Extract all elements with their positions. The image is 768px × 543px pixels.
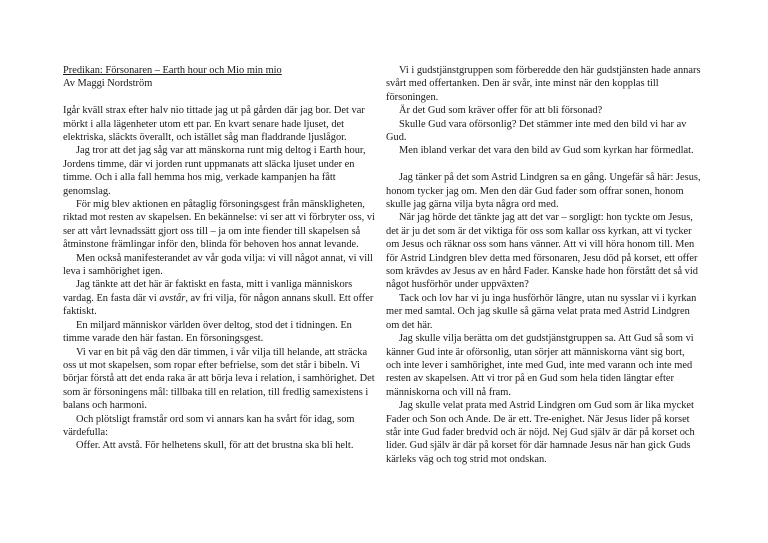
paragraph: Jag skulle vilja berätta om det gudstjänstgruppen sa. Att Gud så som vi känner Gud inte är oförsonlig, utan sörjer att människorna vänt sig bort, och inte lever i samhörighet, inte med Gud, inte med varann och inte med resten av skapelsen. Att vi tror på en Gud som hela tiden längtar efter människorna och vill nå fram. bbox=[386, 333, 694, 398]
paragraph: Skulle Gud vara oförsonlig? Det stämmer inte med den bild vi har av Gud. bbox=[386, 118, 687, 144]
paragraph: För mig blev aktionen en påtaglig försoningsgest från mänskligheten, riktad mot resten av skapelsen. En bekännelse: vi ser att vi förbryter oss, vi ser att vårt levnadssätt gjort oss till – ja om inte fiender till skapelsen så åtminstone främlingar inför den, blinda för behoven hos annat levande. bbox=[63, 199, 375, 251]
sermon-title: Predikan: Försonaren – Earth hour och Mio min mio bbox=[63, 65, 282, 76]
paragraph: Tack och lov har vi ju inga husförhör längre, utan nu sysslar vi i kyrkan mer med samtal. Och jag skulle så gärna velat prata med Astrid Lindgren om det här. bbox=[386, 292, 697, 331]
paragraph-text: Jag tänkte att det här är faktiskt en fasta, mitt i vanliga människors vardag. En fasta där vi bbox=[63, 279, 353, 304]
paragraph: Jag tror att det jag såg var att mänskorna runt mig deltog i Earth hour, Jordens timme, där vi jorden runt uppmanats att släcka ljuset under en timme. Och i alla fall hemma hos mig, verkade kampanjen ha fått genomslag. bbox=[63, 145, 366, 197]
author-line: Av Maggi Nordström bbox=[63, 78, 153, 90]
paragraph: En miljard människor världen över deltog, stod det i tidningen. En timme varade den här fastan. En försoningsgest. bbox=[63, 319, 352, 345]
paragraph: När jag hörde det tänkte jag att det var – sorgligt: hon tyckte om Jesus, det är ju det som är det viktiga för oss som kallar oss kyrkan, att vi tycker om Jesus och räknar oss som hans vänner. Att vi vill höra honom till. Men för Astrid Lindgren blev detta med försonaren, Jesu död på korset, ett offer som krävdes av Jesus av en hård Fader. Kanske hade hon förstått det så vid något husförhör under uppväxten? bbox=[386, 212, 698, 291]
paragraph: Men också manifesterandet av vår goda vilja: vi vill något annat, vi vill leva i samhörighet igen. bbox=[63, 252, 373, 278]
paragraph: Igår kväll strax efter halv nio tittade jag ut på gården där jag bor. Det var mörkt i alla lägenheter utom ett par. En kvart senare hade ljuset, det elektriska, släckts överallt, och istället såg man fladdrande ljuslågor. bbox=[63, 105, 365, 144]
emphasized-word: avstår bbox=[159, 292, 186, 304]
paragraph: Jag tänker på det som Astrid Lindgren sa en gång. Ungefär så här: Jesus, honom tycker jag om. Men den där Gud fader som offrar sonen, honom skulle jag gärna vilja byta några ord med. bbox=[386, 172, 701, 211]
right-column bbox=[386, 64, 702, 466]
paragraph-gap bbox=[63, 91, 379, 104]
paragraph: Vi var en bit på väg den där timmen, i vår vilja till helande, att sträcka oss ut mot skapelsen, som ropar efter befrielse, som det står i bibeln. Vi börjar förstå att det enda raka är att börja leva i relation, i samhörighet. Det som är försoningens mål: tillbaka till en relation, till fredlig samexistens i balans och harmoni. bbox=[63, 346, 375, 412]
paragraph bbox=[63, 278, 379, 318]
paragraph-gap bbox=[386, 158, 702, 171]
paragraph: Offer. Att avstå. För helhetens skull, för att det brustna ska bli helt. bbox=[76, 440, 354, 452]
paragraph: Är det Gud som kräver offer för att bli försonad? bbox=[399, 105, 603, 117]
paragraph: Vi i gudstjänstgruppen som förberedde den här gudstjänsten hade annars svårt med offertanken. Den är svår, inte minst när den kopplas till försoningen. bbox=[386, 65, 701, 103]
paragraph: Och plötsligt framstår ord som vi annars kan ha svårt för idag, som värdefulla: bbox=[63, 413, 355, 438]
paragraph: Men ibland verkar det vara den bild av Gud som kyrkan har förmedlat. bbox=[399, 145, 694, 157]
paragraph-text: , av fri vilja, för någon annans skull. Ett offer faktiskt. bbox=[63, 292, 374, 318]
left-column bbox=[63, 64, 379, 453]
paragraph: Jag skulle velat prata med Astrid Lindgren om Gud som är lika mycket Fader och Son och Ande. De är ett. Tre-enighet. När Jesus lider på korset står inte Gud fader bredvid och är nöjd. Nej Gud själv är där på korset och lider. Gud själv är där på korset för där hamnade Jesus när han gick Guds kärleks väg och tog strid mot ondskan. bbox=[386, 400, 695, 465]
